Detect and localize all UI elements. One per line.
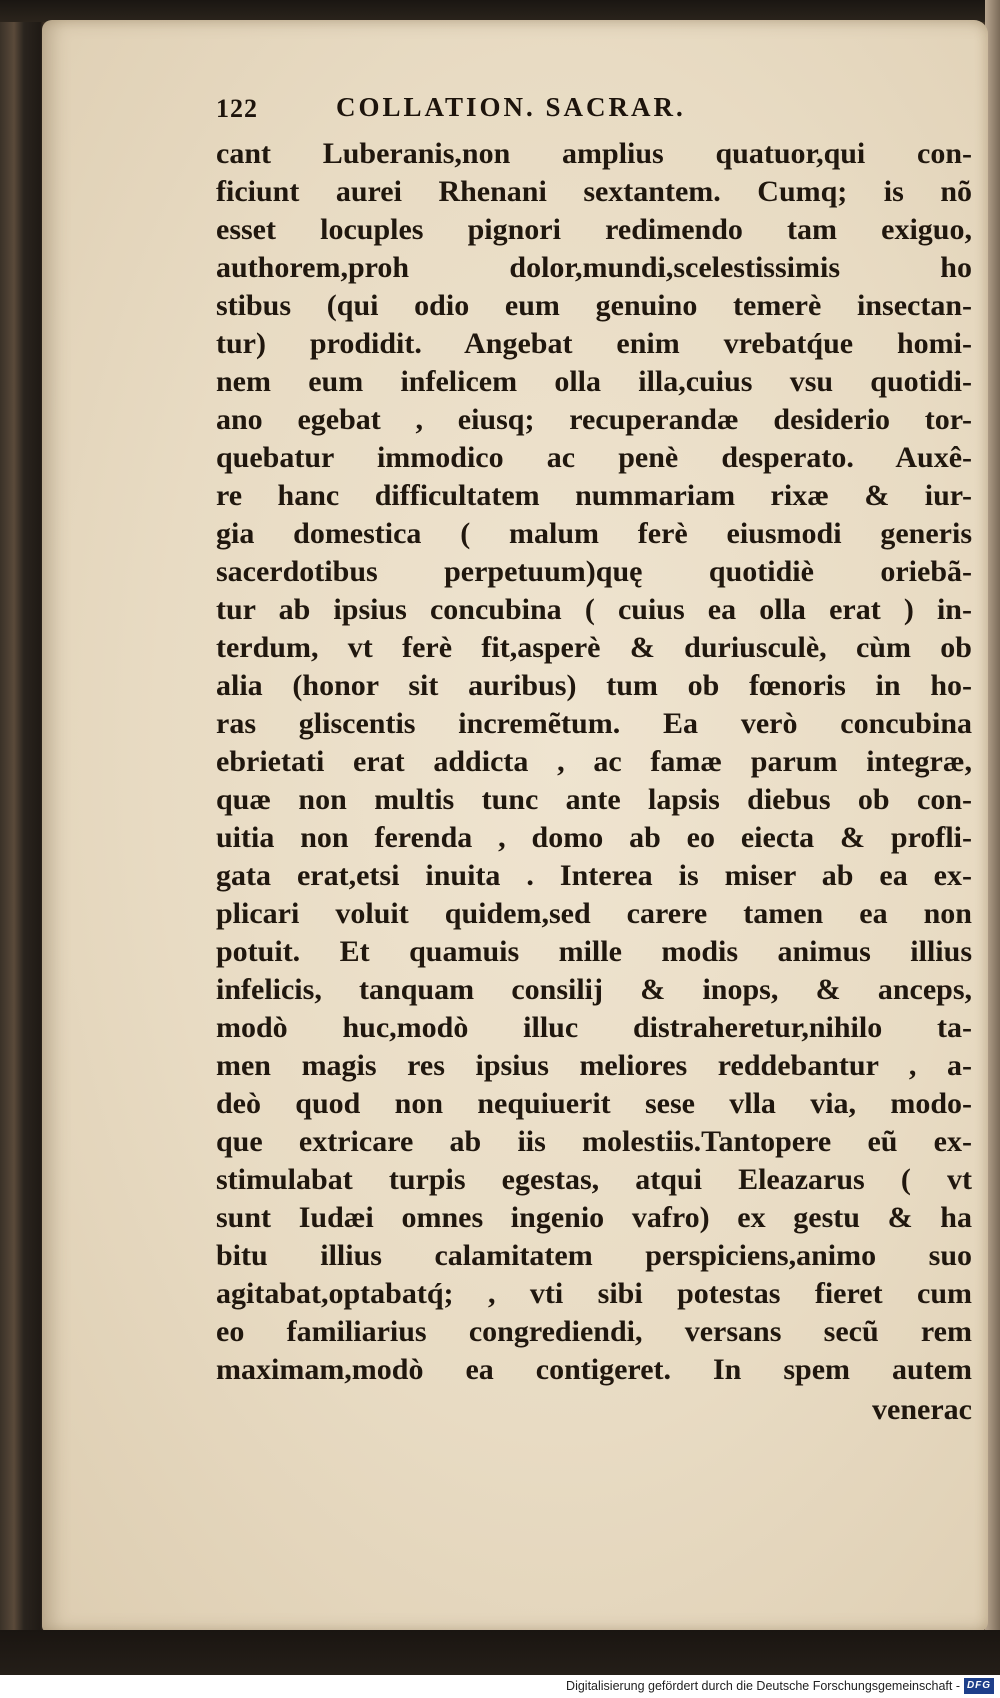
- text-line: ebrietati erat addicta , ac famæ parum integræ,: [216, 745, 972, 778]
- text-line: gata erat,etsi inuita . Interea is miser ab ea ex-: [216, 859, 972, 892]
- text-line: infelicis, tanquam consilij & inops, & anceps,: [216, 973, 972, 1006]
- dfg-logo: DFG: [964, 1678, 994, 1694]
- text-line: tur ab ipsius concubina ( cuius ea olla erat ) in-: [216, 593, 972, 626]
- text-line: maximam,modò ea contigeret. In spem autem: [216, 1353, 972, 1386]
- text-line: quebatur immodico ac penè desperato. Auxê-: [216, 441, 972, 474]
- text-line: sunt Iudæi omnes ingenio vafro) ex gestu & ha: [216, 1201, 972, 1234]
- text-line: men magis res ipsius meliores reddebantur , a-: [216, 1049, 972, 1082]
- text-line: cant Luberanis,non amplius quatuor,qui con-: [216, 137, 972, 170]
- text-line: bitu illius calamitatem perspiciens,animo suo: [216, 1239, 972, 1272]
- text-line: esset locuples pignori redimendo tam exiguo,: [216, 213, 972, 246]
- text-line: ras gliscentis incremẽtum. Ea verò concubina: [216, 707, 972, 740]
- footer-bar: [0, 1675, 1000, 1698]
- text-line: re hanc difficultatem nummariam rixæ & iur-: [216, 479, 972, 512]
- text-line: tur) prodidit. Angebat enim vrebatq́ue homi-: [216, 327, 972, 360]
- text-line: alia (honor sit auribus) tum ob fœnoris in ho-: [216, 669, 972, 702]
- running-head-title: COLLATION. SACRAR.: [336, 92, 686, 122]
- text-line: que extricare ab iis molestiis.Tantopere eũ ex-: [216, 1125, 972, 1158]
- funding-credit: Digitalisierung gefördert durch die Deutsche Forschungsgemeinschaft -: [566, 1679, 960, 1693]
- text-line: stibus (qui odio eum genuino temerè insectan-: [216, 289, 972, 322]
- catchword: venerac: [872, 1393, 972, 1426]
- text-line: authorem,proh dolor,mundi,scelestissimis ho: [216, 251, 972, 284]
- text-line: deò quod non nequiuerit sese vlla via, modo-: [216, 1087, 972, 1120]
- text-line: ano egebat , eiusq; recuperandæ desiderio tor-: [216, 403, 972, 436]
- page-number: 122: [216, 94, 258, 123]
- running-head: [216, 92, 896, 136]
- text-line: terdum, vt ferè fit,asperè & duriusculè, cùm ob: [216, 631, 972, 664]
- text-line: eo familiarius congrediendi, versans secũ rem: [216, 1315, 972, 1348]
- text-line: plicari voluit quidem,sed carere tamen ea non: [216, 897, 972, 930]
- text-line: quæ non multis tunc ante lapsis diebus ob con-: [216, 783, 972, 816]
- text-line: agitabat,optabatq́; , vti sibi potestas fieret cum: [216, 1277, 972, 1310]
- text-line: modò huc,modò illuc distraheretur,nihilo ta-: [216, 1011, 972, 1044]
- book-top-edge: [0, 0, 1000, 22]
- text-line: stimulabat turpis egestas, atqui Eleazarus ( vt: [216, 1163, 972, 1196]
- text-line: uitia non ferenda , domo ab eo eiecta & profli-: [216, 821, 972, 854]
- text-line: ficiunt aurei Rhenani sextantem. Cumq; is nõ: [216, 175, 972, 208]
- book-bottom-edge: [0, 1630, 1000, 1675]
- text-line: gia domestica ( malum ferè eiusmodi generis: [216, 517, 972, 550]
- text-line: nem eum infelicem olla illa,cuius vsu quotidi-: [216, 365, 972, 398]
- text-line: potuit. Et quamuis mille modis animus illius: [216, 935, 972, 968]
- text-line: sacerdotibus perpetuum)quę quotidiè oriebã-: [216, 555, 972, 588]
